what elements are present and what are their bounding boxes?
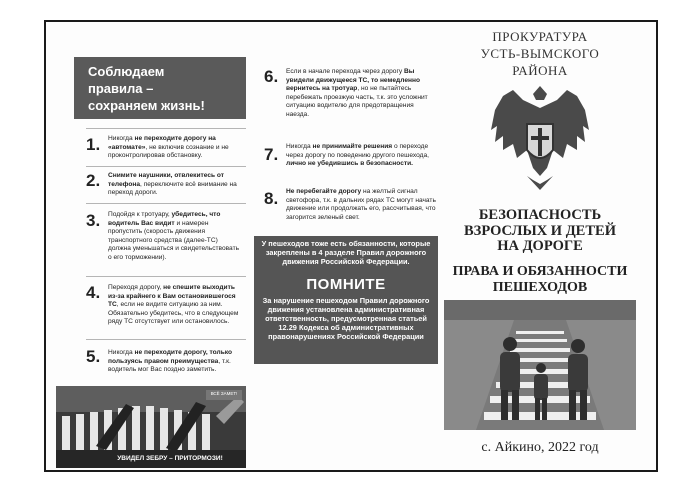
title-line: НА ДОРОГЕ: [497, 238, 583, 254]
rule-4-number: 4.: [86, 283, 101, 302]
slogan-text: Соблюдаем правила – сохраняем жизнь!: [88, 64, 205, 113]
brochure-subtitle: [440, 264, 640, 295]
rule-5-number: 5.: [86, 347, 101, 366]
organization-line: УСТЬ-ВЫМСКОГО: [480, 46, 600, 61]
liability-text: За нарушение пешеходом Правил дорожного движения установлена административная ответственность, предусмотренная статьей 12.29 Кодекса об административных правонарушениях Российской Федерации: [262, 296, 430, 341]
divider: [86, 203, 246, 204]
rule-1-number: 1.: [86, 135, 101, 154]
rule-8-number: 8.: [264, 189, 279, 208]
rule-6-number: 6.: [264, 67, 279, 86]
subtitle-line: ПРАВА И ОБЯЗАННОСТИ: [452, 264, 628, 279]
duties-intro: У пешеходов тоже есть обязанности, которые закреплены в 4 разделе Правил дорожного движения Российской Федерации.: [261, 239, 431, 266]
coat-of-arms-emblem: [487, 86, 593, 194]
poster-tag: ВСЁ ЗАМЕТ!: [210, 391, 238, 396]
brochure-main-title: [440, 208, 640, 255]
rule-5-text: Никогда не переходите дорогу, только пользуясь правом преимущества, т.к. водитель мог Вас поздно заметить.: [108, 349, 233, 374]
divider: [86, 166, 246, 167]
pedestrian-duties-box: [254, 236, 438, 364]
divider: [86, 128, 246, 129]
organization-line: РАЙОНА: [512, 63, 568, 78]
rule-3-number: 3.: [86, 211, 101, 230]
slogan-banner: [74, 57, 246, 119]
rule-1-text: Никогда не переходите дорогу на «автомате», не включив сознание и не проконтролировав обстановку.: [108, 135, 229, 160]
double-headed-eagle-icon: [487, 86, 593, 194]
place-and-year: с. Айкино, 2022 год: [481, 440, 599, 455]
rule-3-text: Подойдя к тротуару, убедитесь, что водитель Вас видит и намерен пропустить (скорость движения транспортного средства (далее-ТС) должна уменьшаться и свидетельствовать о его торможении).: [108, 211, 240, 261]
rule-2-text: Снимите наушники, отвлекитесь от телефона, переключите всё внимание на переход дороги.: [108, 172, 237, 197]
rule-8-text: Не перебегайте дорогу на желтый сигнал светофора, т.к. в дальних рядах ТС могут начать движение или продолжать его, рассчитывая, что загорится зеленый свет.: [286, 188, 436, 221]
subtitle-line: ПЕШЕХОДОВ: [492, 279, 588, 295]
family-crossing-photo: [444, 300, 636, 430]
remember-heading: ПОМНИТЕ: [306, 276, 386, 293]
divider: [86, 339, 246, 340]
poster-caption: УВИДЕЛ ЗЕБРУ – ПРИТОРМОЗИ!: [117, 455, 223, 462]
zebra-crossing-poster: [56, 386, 246, 468]
rule-2-number: 2.: [86, 171, 101, 190]
pedestrians-on-crosswalk-picture: [444, 300, 636, 430]
rule-7-number: 7.: [264, 145, 279, 164]
title-line: БЕЗОПАСНОСТЬ: [478, 207, 602, 223]
rule-7-text: Никогда не принимайте решения о переходе через дорогу по поведению другого пешехода, лично не убедившись в безопасности.: [286, 143, 429, 168]
rule-6-text: Если в начале перехода через дорогу Вы увидели движущееся ТС, то немедленно вернитесь на тротуар, но не пытайтесь перебежать проезжую часть, т.к. это усложнит ситуацию водителю для предотвращения наезда.: [286, 68, 428, 118]
title-line: ВЗРОСЛЫХ И ДЕТЕЙ: [464, 222, 616, 239]
divider: [86, 276, 246, 277]
rule-4-text: Переходя дорогу, не спешите выходить из-за крайнего к Вам остановившегося ТС, если не видите ситуацию за ним. Обязательно убедитесь, что в следующем ряду ТС отсутствует или остановилось.: [108, 284, 239, 326]
organization-line: ПРОКУРАТУРА: [492, 29, 588, 44]
organization-name: [440, 28, 640, 79]
